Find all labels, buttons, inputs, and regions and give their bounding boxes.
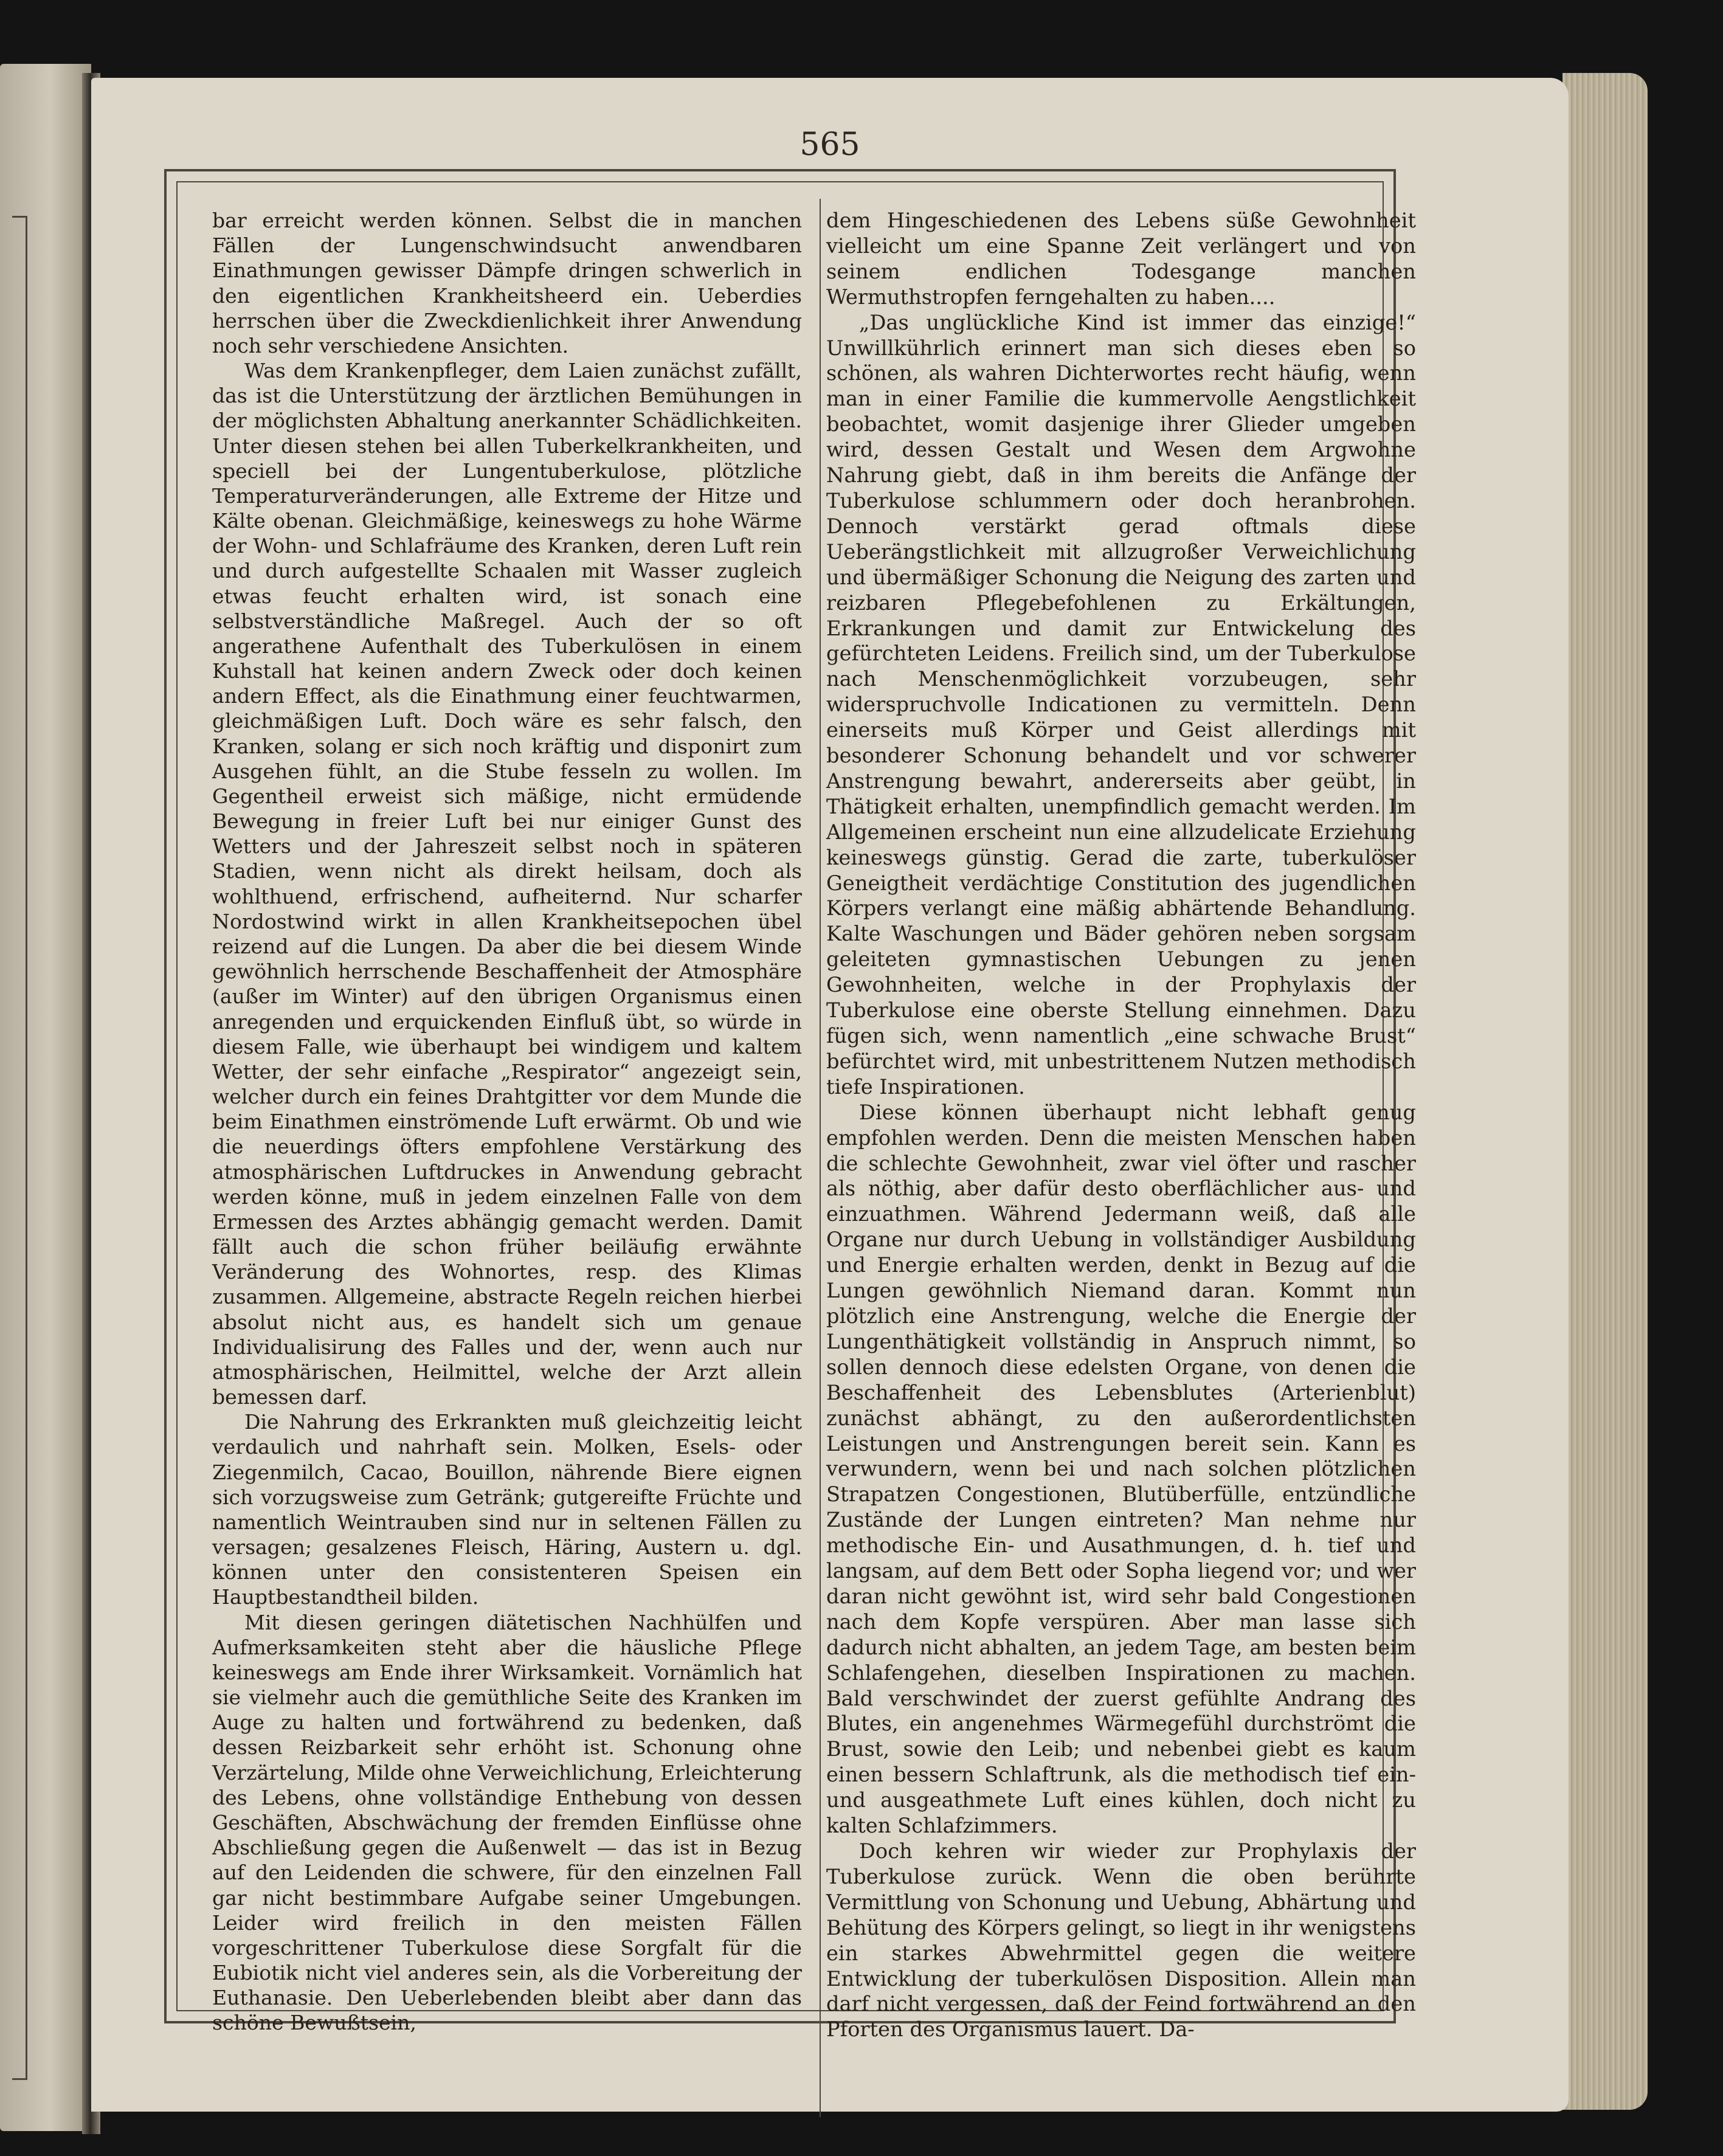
paragraph: Doch kehren wir wieder zur Prophylaxis der Tuberkulose zurück. Wenn die oben berührte Vermittlung von Schonung und Uebung, Abhärtung und Behütung des Körpers gelingt, so liegt in ihr wenigstens ein starkes Abwehrmittel gegen die weitere Entwicklung der tuberkulösen Disposition. Allein man darf nicht vergessen, daß der Feind fortwährend an den Pforten des Organismus lauert. Da- [826, 1839, 1416, 2042]
right-column [826, 208, 1416, 2042]
previous-page-edge [0, 64, 91, 2131]
paragraph: „Das unglückliche Kind ist immer das einzige!“ Unwillkührlich erinnert man sich dieses eben so schönen, als wahren Dichterwortes recht häufig, wenn man in einer Familie die kummervolle Aengstlichkeit beobachtet, womit dasjenige ihrer Glieder umgeben wird, dessen Gestalt und Wesen dem Argwohne Nahrung giebt, daß in ihm bereits die Anfänge der Tuberkulose schlummern oder doch heranbrohen. Dennoch verstärkt gerad oftmals diese Ueberängstlichkeit mit allzugroßer Verweichlichung und übermäßiger Schonung die Neigung des zarten und reizbaren Pflegebefohlenen zu Erkältungen, Erkrankungen und damit zur Entwickelung des gefürchteten Leidens. Freilich sind, um der Tuberkulose nach Menschenmöglichkeit vorzubeugen, sehr widerspruchvolle Indicationen zu vermitteln. Denn einerseits muß Körper und Geist allerdings mit besonderer Schonung behandelt und vor schwerer Anstrengung bewahrt, andererseits aber geübt, in Thätigkeit erhalten, unempfindlich gemacht werden. Im Allgemeinen erscheint nun eine allzudelicate Erziehung keineswegs günstig. Gerad die zarte, tuberkulöser Geneigtheit verdächtige Constitution des jugendlichen Körpers verlangt eine mäßig abhärtende Behandlung. Kalte Waschungen und Bäder gehören neben sorgsam geleiteten gymnastischen Uebungen zu jenen Gewohnheiten, welche in der Prophylaxis der Tuberkulose eine oberste Stellung einnehmen. Dazu fügen sich, wenn namentlich „eine schwache Brust“ befürchtet wird, mit unbestrittenem Nutzen methodisch tiefe Inspirationen. [826, 310, 1416, 1099]
paragraph: dem Hingeschiedenen des Lebens süße Gewohnheit vielleicht um eine Spanne Zeit verlängert und von seinem endlichen Todesgange manchen Wermuthstropfen ferngehalten zu haben.... [826, 209, 1416, 309]
column-divider [820, 199, 821, 2117]
page-number: 565 [799, 126, 860, 163]
paragraph: Mit diesen geringen diätetischen Nachhülfen und Aufmerksamkeiten steht aber die häusliche Pflege keineswegs am Ende ihrer Wirksamkeit. Vornämlich hat sie vielmehr auch die gemüthliche Seite des Kranken im Auge zu halten und fortwährend zu bedenken, daß dessen Reizbarkeit sehr erhöht ist. Schonung ohne Verzärtelung, Milde ohne Verweichlichung, Erleichterung des Lebens, ohne vollständige Enthebung von dessen Geschäften, Abschwächung der fremden Einflüsse ohne Abschließung gegen die Außenwelt — das ist in Bezug auf den Leidenden die schwere, für den einzelnen Fall gar nicht bestimmbare Aufgabe seiner Umgebungen. Leider wird freilich in den meisten Fällen vorgeschrittener Tuberkulose diese Sorgfalt für die Eubiotik nicht viel anderes sein, als die Vorbereitung der Euthanasie. Den Ueberlebenden bleibt aber dann das schöne Bewußtsein, [212, 1610, 802, 2035]
page-stack-edges [1562, 73, 1648, 2110]
previous-page-frame-rule [12, 216, 27, 2080]
paragraph: bar erreicht werden können. Selbst die in manchen Fällen der Lungenschwindsucht anwendbaren Einathmungen gewisser Dämpfe dringen schwerlich in den eigentlichen Krankheitsheerd ein. Ueberdies herrschen über die Zweckdienlichkeit ihrer Anwendung noch sehr verschiedene Ansichten. [212, 209, 802, 358]
page [91, 78, 1569, 2112]
paragraph: Die Nahrung des Erkrankten muß gleichzeitig leicht verdaulich und nahrhaft sein. Molken, Esels- oder Ziegenmilch, Cacao, Bouillon, nährende Biere eignen sich vorzugsweise zum Getränk; gutgereifte Früchte und namentlich Weintrauben sind nur in seltenen Fällen zu versagen; gesalzenes Fleisch, Häring, Austern u. dgl. können unter den consistenteren Speisen ein Hauptbestandtheil bilden. [212, 1410, 802, 1609]
paragraph: Diese können überhaupt nicht lebhaft genug empfohlen werden. Denn die meisten Menschen haben die schlechte Gewohnheit, zwar viel öfter und rascher als nöthig, aber dafür desto oberflächlicher aus- und einzuathmen. Während Jedermann weiß, daß alle Organe nur durch Uebung in vollständiger Ausbildung und Energie erhalten werden, denkt in Bezug auf die Lungen gewöhnlich Niemand daran. Kommt nun plötzlich eine Anstrengung, welche die Energie der Lungenthätigkeit vollständig in Anspruch nimmt, so sollen dennoch diese edelsten Organe, von denen die Beschaffenheit des Lebensblutes (Arterienblut) zunächst abhängt, zu den außerordentlichsten Leistungen und Anstrengungen bereit sein. Kann es verwundern, wenn bei und nach solchen plötzlichen Strapatzen Congestionen, Blutüberfülle, entzündliche Zustände der Lungen eintreten? Man nehme nur methodische Ein- und Ausathmungen, d. h. tief und langsam, auf dem Bett oder Sopha liegend vor; und wer daran nicht gewöhnt ist, wird sehr bald Congestionen nach dem Kopfe verspüren. Aber man lasse sich dadurch nicht abhalten, an jedem Tage, am besten beim Schlafengehen, dieselben Inspirationen zu machen. Bald verschwindet der zuerst gefühlte Andrang des Blutes, ein angenehmes Wärmegefühl durchströmt die Brust, sowie den Leib; und nebenbei giebt es kaum einen bessern Schlaftrunk, als die methodisch tief ein- und ausgeathmete Luft eines kühlen, doch nicht zu kalten Schlafzimmers. [826, 1100, 1416, 1838]
left-column [212, 208, 802, 2036]
paragraph: Was dem Krankenpfleger, dem Laien zunächst zufällt, das ist die Unterstützung der ärztlichen Bemühungen in der möglichsten Abhaltung anerkannter Schädlichkeiten. Unter diesen stehen bei allen Tuberkelkrankheiten, und speciell bei der Lungentuberkulose, plötzliche Temperaturveränderungen, alle Extreme der Hitze und Kälte obenan. Gleichmäßige, keineswegs zu hohe Wärme der Wohn- und Schlafräume des Kranken, deren Luft rein und durch aufgestellte Schaalen mit Wasser zugleich etwas feucht erhalten wird, ist sonach eine selbstverständliche Maßregel. Auch der so oft angerathene Aufenthalt des Tuberkulösen in einem Kuhstall hat keinen andern Zweck oder doch keinen andern Effect, als die Einathmung einer feuchtwarmen, gleichmäßigen Luft. Doch wäre es sehr falsch, den Kranken, solang er sich noch kräftig und disponirt zum Ausgehen fühlt, an die Stube fesseln zu wollen. Im Gegentheil erweist sich mäßige, nicht ermüdende Bewegung in freier Luft bei nur einiger Gunst des Wetters und der Jahreszeit selbst noch in späteren Stadien, wenn nicht als direkt heilsam, doch als wohlthuend, erfrischend, aufheiternd. Nur scharfer Nordostwind wirkt in allen Krankheitsepochen übel reizend auf die Lungen. Da aber die bei diesem Winde gewöhnlich herrschende Beschaffenheit der Atmosphäre (außer im Winter) auf den übrigen Organismus einen anregenden und erquickenden Einfluß übt, so würde in diesem Falle, wie überhaupt bei windigem und kaltem Wetter, der sehr einfache „Respirator“ angezeigt sein, welcher durch ein feines Drahtgitter vor dem Munde die beim Einathmen einströmende Luft erwärmt. Ob und wie die neuerdings öfters empfohlene Verstärkung des atmosphärischen Luftdruckes in Anwendung gebracht werden könne, muß in jedem einzelnen Falle von dem Ermessen des Arztes abhängig gemacht werden. Damit fällt auch die schon früher beiläufig erwähnte Veränderung des Wohnortes, resp. des Klimas zusammen. Allgemeine, abstracte Regeln reichen hierbei absolut nicht aus, es handelt sich um genaue Individualisirung des Falles und der, wenn auch nur atmosphärischen, Heilmittel, welche der Arzt allein bemessen darf. [212, 359, 802, 1409]
text-frame [164, 169, 1416, 2042]
